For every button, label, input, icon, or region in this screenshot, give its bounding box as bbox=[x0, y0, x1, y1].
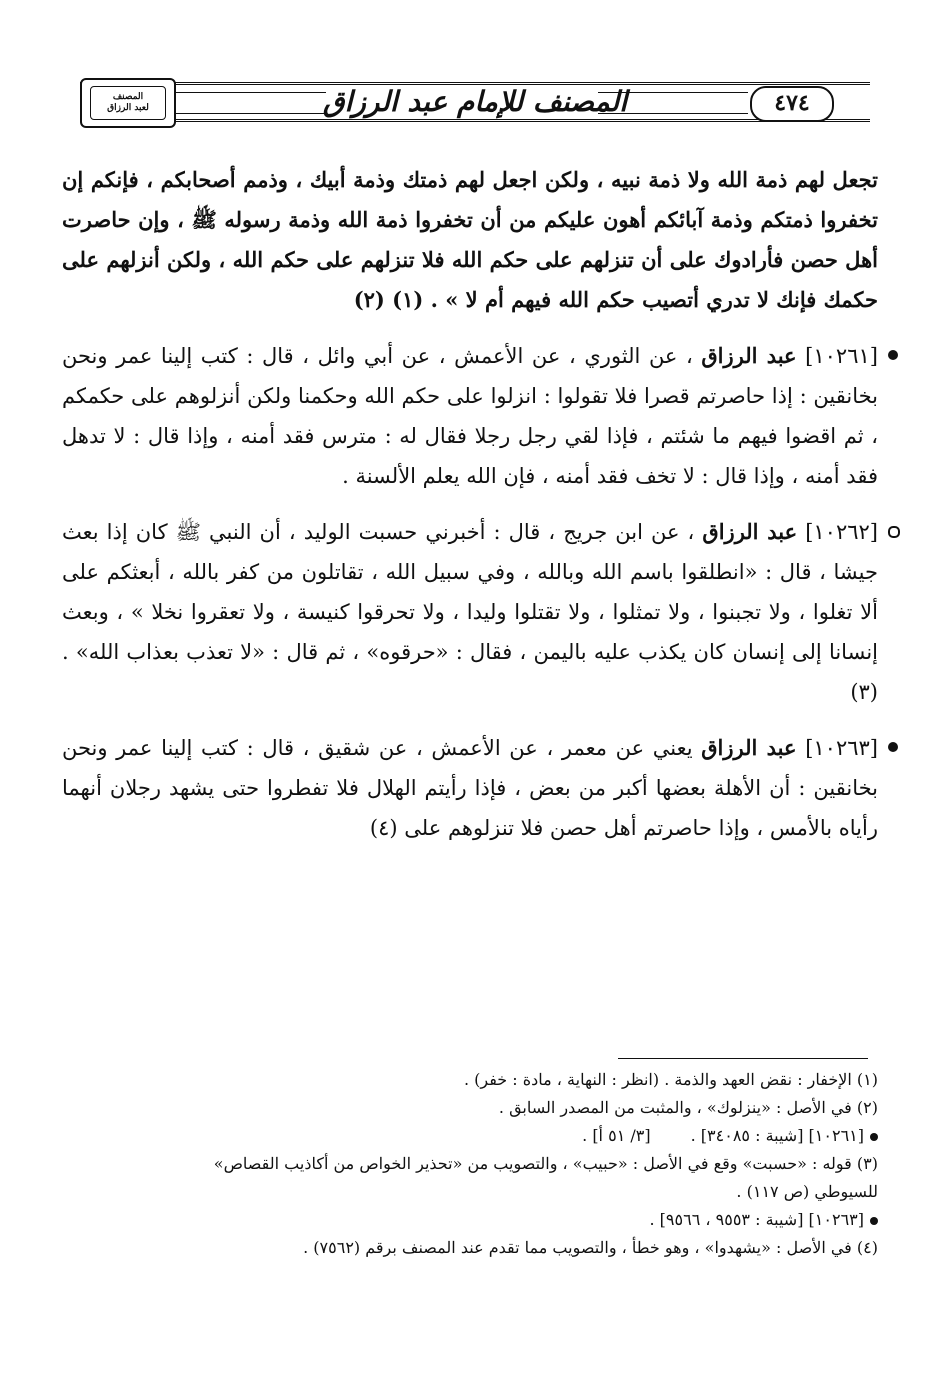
hadith-10263-narrator: عبد الرزاق bbox=[701, 735, 797, 760]
hadith-10262-number: [١٠٢٦٢] bbox=[805, 520, 878, 544]
footnote-10261-ref bbox=[691, 1122, 878, 1150]
footnote-10263 bbox=[62, 1206, 878, 1234]
footnote-3a: (٣) قوله : «حسبت» وقع في الأصل : «حبيب» ، والتصويب من «تحذير الخواص من أكاذيب القصاص» bbox=[213, 1154, 878, 1173]
footnote-4: (٤) في الأصل : «يشهدوا» ، وهو خطأ ، والتصويب مما تقدم عند المصنف برقم (٧٥٦٢) . bbox=[303, 1238, 878, 1257]
footnote-10261-folio: [٣/ ٥١ أ] . bbox=[582, 1126, 651, 1145]
page-header bbox=[80, 82, 870, 122]
running-title: المصنف للإمام عبد الرزاق bbox=[322, 85, 628, 118]
book-emblem-inner bbox=[90, 86, 166, 120]
emblem-line-2: لعبد الرزاق bbox=[107, 103, 149, 113]
footnote-10261-source: [١٠٢٦١] [شيبة : ٣٤٠٨٥] . bbox=[690, 1126, 864, 1145]
hadith-entry-10263 bbox=[62, 728, 878, 848]
page-number: ٤٧٤ bbox=[750, 86, 834, 122]
emblem-line-1: المصنف bbox=[112, 92, 144, 102]
footnote-bullet bbox=[870, 1217, 878, 1225]
hadith-10261-text bbox=[62, 336, 878, 496]
hadith-10263-body: يعني عن معمر ، عن الأعمش ، عن شقيق ، قال : كتب إلينا عمر ونحن بخانقين : أن الأهلة بعضها أكبر من بعض ، فإذا رأيتم الهلال فلا تفطروا حتى يشهد رجلان أنهما رأياه بالأمس ، وإذا حاصرتم أهل حصن فلا تنزلوهم على bbox=[62, 736, 878, 840]
entry-bullet bbox=[888, 350, 898, 360]
book-emblem bbox=[80, 78, 176, 128]
hadith-10263-text bbox=[62, 728, 878, 848]
footnote-10261 bbox=[62, 1122, 878, 1150]
hadith-10261-body: ، عن الثوري ، عن الأعمش ، عن أبي وائل ، قال : كتب إلينا عمر ونحن بخانقين : إذا حاصرتم قصرا فلا تقولوا : انزلوا على حكم الله وحكمنا ولكن أنزلوهم على حكمكم ، ثم اقضوا فيهم ما شئتم ، فإذا لقي رجل رجلا فقال له : مترس فقد أمنه ، وإذا قال : لا تدهل فقد أمنه ، وإذا قال : لا تخف فقد أمنه ، فإن الله يعلم الألسنة . bbox=[62, 344, 878, 488]
hadith-10262-body: ، عن ابن جريج ، قال : أخبرني حسبت الوليد ، أن النبي ﷺ كان إذا بعث جيشا ، قال : «انطلقوا باسم الله وبالله ، وفي سبيل الله ، تقاتلون من كفر بالله ، أبعثكم على ألا تغلوا ، ولا تجبنوا ، ولا تمثلوا ، ولا تقتلوا وليدا ، ولا تحرقوا كنيسة ، ولا تعقروا نخلا » ، وبعث إنسانا إلى إنسان كان يكذب عليه باليمن ، فقال : «حرقوه» ، ثم قال : «لا تعذب بعذاب الله» . bbox=[62, 520, 878, 664]
main-text bbox=[62, 160, 878, 848]
hadith-10261-number: [١٠٢٦١] bbox=[805, 344, 878, 368]
spacer bbox=[62, 496, 878, 512]
hadith-10263-number: [١٠٢٦٣] bbox=[805, 736, 878, 760]
footnotes bbox=[62, 1066, 878, 1262]
footnote-3b: للسيوطي (ص ١١٧) . bbox=[736, 1182, 878, 1201]
entry-open-bullet bbox=[888, 526, 900, 538]
paragraph-continued-text: تجعل لهم ذمة الله ولا ذمة نبيه ، ولكن اجعل لهم ذمتك وذمة أبيك ، وذمم أصحابكم ، فإنكم إن تخفروا ذمتكم وذمة آبائكم أهون عليكم من أن تخفروا ذمة الله وذمة رسوله ﷺ ، وإن حاصرت أهل حصن فأرادوك على أن تنزلهم على حكم الله فلا تنزلهم على حكم الله ، ولكن أنزلهم على حكمك فإنك لا تدري أتصيب حكم الله فيهم أم لا » . bbox=[62, 167, 878, 312]
footnote-bullet bbox=[870, 1133, 878, 1141]
footnote-2: (٢) في الأصل : «ينزلوك» ، والمثبت من المصدر السابق . bbox=[498, 1098, 878, 1117]
hadith-entry-10262 bbox=[62, 512, 878, 712]
spacer bbox=[62, 712, 878, 728]
entry-bullet bbox=[888, 742, 898, 752]
footnote-mark-3: (٣) bbox=[850, 680, 878, 704]
paragraph-continued bbox=[62, 160, 878, 320]
footnote-mark-2: (٢) bbox=[353, 287, 385, 312]
hadith-entry-10261 bbox=[62, 336, 878, 496]
footnote-mark-1: (١) bbox=[392, 287, 424, 312]
hadith-10261-narrator: عبد الرزاق bbox=[701, 343, 797, 368]
hadith-10262-narrator: عبد الرزاق bbox=[702, 519, 798, 544]
footnote-10263-source: [١٠٢٦٣] [شيبة : ٩٥٥٣ ، ٩٥٦٦] . bbox=[649, 1210, 864, 1229]
footnote-1: (١) الإخفار : نقض العهد والذمة . (انظر : النهاية ، مادة : خفر) . bbox=[463, 1070, 878, 1089]
footnote-rule bbox=[618, 1058, 868, 1059]
spacer bbox=[62, 320, 878, 336]
hadith-10262-text bbox=[62, 512, 878, 712]
footnote-mark-4: (٤) bbox=[369, 816, 398, 840]
